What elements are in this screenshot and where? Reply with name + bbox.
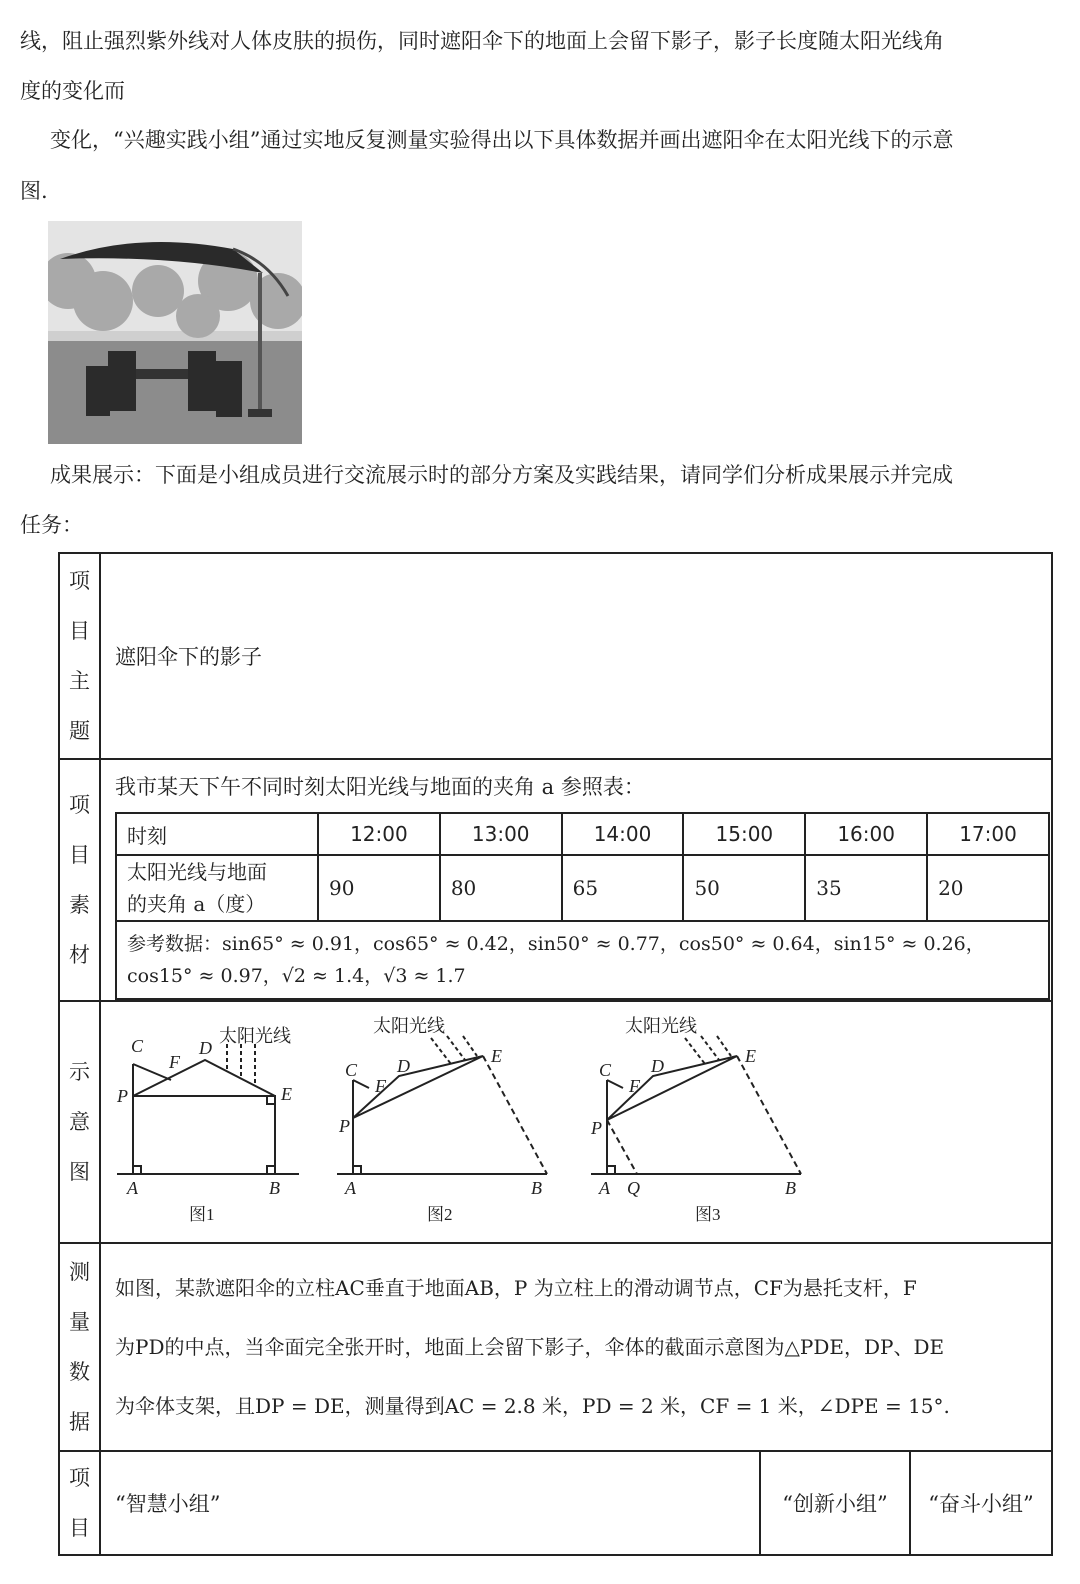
figure-caption: 图2 (427, 1205, 453, 1224)
angle-cell: 20 (927, 855, 1049, 921)
svg-text:A: A (599, 1178, 610, 1198)
svg-text:C: C (599, 1060, 612, 1080)
svg-text:D: D (199, 1038, 212, 1058)
svg-text:E: E (491, 1046, 502, 1066)
group-innovation: “创新小组” (760, 1451, 910, 1555)
svg-text:F: F (375, 1076, 386, 1096)
svg-text:F: F (169, 1052, 180, 1072)
angle-cell: 35 (805, 855, 927, 921)
svg-text:F: F (629, 1076, 640, 1096)
intro-line: 度的变化而 (20, 79, 125, 103)
sun-label: 太阳光线 (219, 1026, 291, 1046)
angle-table (115, 812, 1050, 1000)
svg-text:D: D (651, 1056, 664, 1076)
group-smart: “智慧小组” (100, 1451, 760, 1555)
svg-text:P: P (591, 1118, 602, 1138)
svg-text:P: P (117, 1086, 128, 1106)
figure-2 (337, 1036, 547, 1174)
svg-text:C: C (131, 1036, 144, 1056)
figure-caption: 图1 (189, 1205, 215, 1224)
time-cell: 13:00 (440, 813, 562, 855)
svg-text:P: P (339, 1116, 350, 1136)
intro-line: 任务： (20, 513, 83, 537)
svg-text:C: C (345, 1060, 358, 1080)
material-intro: 我市某天下午不同时刻太阳光线与地面的夹角 a 参照表： (115, 775, 645, 799)
row-label-theme: 项 目 主 题 (59, 553, 100, 759)
angle-cell: 80 (440, 855, 562, 921)
svg-text:A: A (345, 1178, 356, 1198)
intro-line: 成果展示：下面是小组成员进行交流展示时的部分方案及实践结果，请同学们分析成果展示并完成 (50, 463, 953, 487)
time-cell: 12:00 (318, 813, 440, 855)
angle-cell: 90 (318, 855, 440, 921)
intro-line: 变化，“兴趣实践小组”通过实地反复测量实验得出以下具体数据并画出遮阳伞在太阳光线下的示意 (50, 128, 954, 152)
result-table (58, 552, 1053, 1556)
row-label-diagram: 示 意 图 (59, 1001, 100, 1243)
time-cell: 14:00 (562, 813, 684, 855)
angle-cell: 65 (562, 855, 684, 921)
time-cell: 17:00 (927, 813, 1049, 855)
intro-line: 图. (20, 179, 48, 203)
sun-label: 太阳光线 (373, 1016, 445, 1036)
svg-text:B: B (269, 1178, 280, 1198)
header-time: 时刻 (116, 813, 318, 855)
svg-text:B: B (785, 1178, 796, 1198)
intro-line: 线，阻止强烈紫外线对人体皮肤的损伤，同时遮阳伞下的地面上会留下影子，影子长度随太阳光线角 (20, 29, 944, 53)
figure-3 (591, 1036, 801, 1174)
time-cell: 15:00 (683, 813, 805, 855)
row-label-measure: 测 量 数 据 (59, 1243, 100, 1451)
row-label-material: 项 目 素 材 (59, 759, 100, 1001)
reference-data: 参考数据：sin65° ≈ 0.91，cos65° ≈ 0.42，sin50° ≈ 0.77，cos50° ≈ 0.64，sin15° ≈ 0.26， cos15° ≈ 0.97，√2 ≈ 1.4，√3 ≈ 1.7 (116, 921, 1049, 999)
svg-text:D: D (397, 1056, 410, 1076)
header-angle: 太阳光线与地面 的夹角 a（度） (116, 855, 318, 921)
angle-cell: 50 (683, 855, 805, 921)
theme-text: 遮阳伞下的影子 (100, 553, 1052, 759)
svg-text:E: E (745, 1046, 756, 1066)
row-label-project: 项 目 (59, 1451, 100, 1555)
svg-text:B: B (531, 1178, 542, 1198)
figure-caption: 图3 (695, 1205, 721, 1224)
diagram-figures (101, 1002, 1051, 1238)
figure-1 (117, 1044, 299, 1174)
svg-text:Q: Q (627, 1178, 640, 1198)
time-cell: 16:00 (805, 813, 927, 855)
svg-text:E: E (281, 1084, 292, 1104)
group-struggle: “奋斗小组” (910, 1451, 1052, 1555)
measure-text: 如图，某款遮阳伞的立柱AC垂直于地面AB，P 为立柱上的滑动调节点，CF为悬托支杆，F 为PD的中点，当伞面完全张开时，地面上会留下影子，伞体的截面示意图为△PDE，DP、DE 为伞体支架，且DP = DE，测量得到AC = 2.8 米，PD = 2 米，CF = 1 米，∠DPE = 15°. (100, 1243, 1052, 1451)
umbrella-photo (48, 221, 302, 444)
svg-text:A: A (127, 1178, 138, 1198)
sun-label: 太阳光线 (625, 1016, 697, 1036)
